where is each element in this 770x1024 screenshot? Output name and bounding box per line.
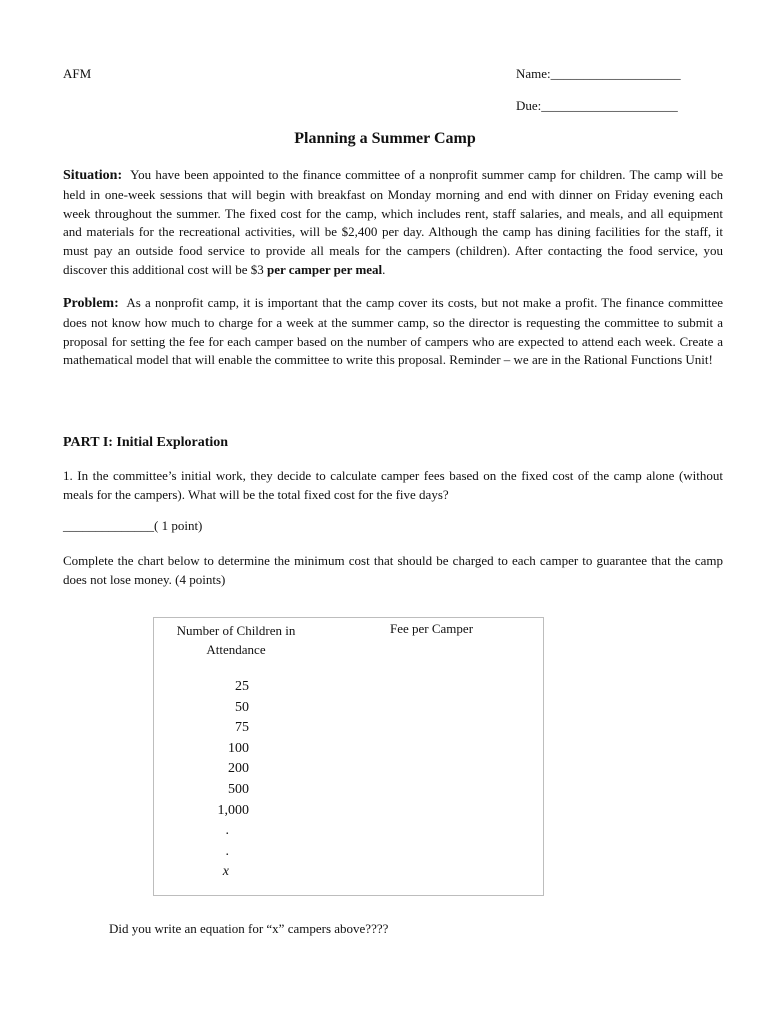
table-row: . <box>225 843 229 859</box>
table-row: 200 <box>228 761 249 777</box>
followup-question: Did you write an equation for “x” campers above???? <box>109 921 389 936</box>
situation-paragraph <box>63 166 723 280</box>
table-row: 100 <box>228 740 249 756</box>
problem-text: As a nonprofit camp, it is important that the camp cover its costs, but not make a profit. The finance committee does not know how much to charge for a week at the summer camp, so the director is requesting the committee to submit a proposal for setting the fee for each camper based on the number of campers who are expected to attend each week. Create a mathematical model that will enable the committee to write this proposal. Reminder – we are in the Rational Functions Unit! <box>63 295 723 368</box>
chart-instruction: Complete the chart below to determine the minimum cost that should be charged to each camper to guarantee that the camp does not lose money. (4 points) <box>63 553 723 587</box>
table-row: 50 <box>235 699 249 715</box>
answer-blank: ______________( 1 point) <box>63 518 203 533</box>
table-col2-header: Fee per Camper <box>390 621 474 636</box>
course-label: AFM <box>63 66 92 81</box>
due-field: Due:_____________________ <box>516 98 678 113</box>
situation-text: You have been appointed to the finance committee of a nonprofit summer camp for children. The camp will be held in one-week sessions that will begin with breakfast on Monday morning and end with dinner on Friday evening each week throughout the summer. The fixed cost for the camp, which includes rent, staff salaries, and meals, and all equipment and materials for the recreational activities, will be $2,400 per day. Although the camp has dining facilities for the staff, it must pay an outside food service to provide all meals for the campers (children). After contacting the food service, you discover this additional cost will be $3 <box>63 167 723 277</box>
page-title: Planning a Summer Camp <box>294 130 476 147</box>
problem-lead: Problem: <box>63 296 119 311</box>
situation-end: . <box>382 261 386 277</box>
table-row: . <box>225 823 229 839</box>
situation-lead: Situation: <box>63 168 123 183</box>
table-row: 75 <box>235 720 249 736</box>
table-row: x <box>222 864 229 880</box>
attendance-column <box>183 677 249 883</box>
table-col1-header: Number of Children in Attendance <box>176 623 296 657</box>
table-row: 25 <box>235 679 249 694</box>
problem-paragraph <box>63 294 723 370</box>
question-1: 1. In the committee’s initial work, they decide to calculate camper fees based on the fixed cost of the camp alone (without meals for the campers). What will be the total fixed cost for the five days? <box>63 468 723 502</box>
situation-bold: per camper per meal <box>267 261 383 277</box>
table-row: 500 <box>228 781 249 797</box>
table-row: 1,000 <box>217 802 249 818</box>
part1-heading: PART I: Initial Exploration <box>63 435 229 450</box>
name-field: Name:____________________ <box>516 66 681 81</box>
